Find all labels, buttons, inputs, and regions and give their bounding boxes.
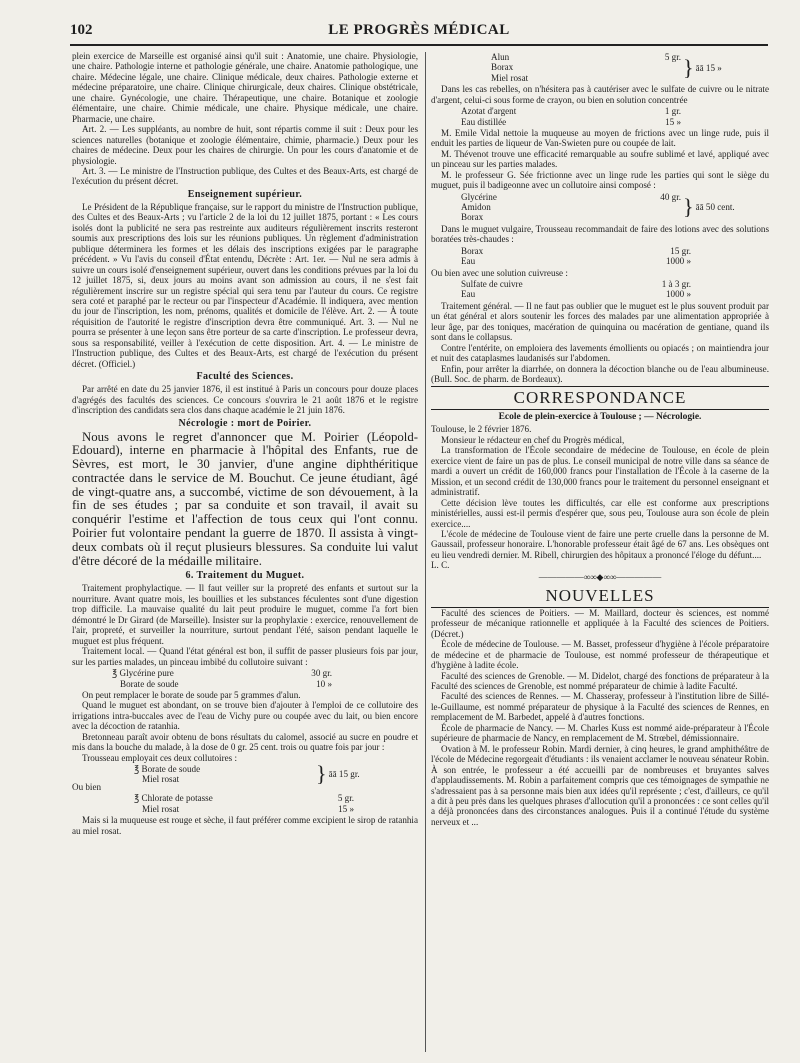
section-heading: Enseignement supérieur. bbox=[187, 188, 303, 200]
header-rule bbox=[70, 44, 768, 46]
news-item: Faculté des sciences de Rennes. — M. Chasseray, professeur à l'institution libre de Sillé-le-Guillaume, est nommé préparateur de physique à la Faculté des sciences de Rennes, en remplacement de M. Barbedet, appelé à d'autres fonctions. bbox=[431, 691, 769, 723]
recipe-line: Eau distillée 15 » bbox=[461, 116, 681, 127]
recipe-line: ℥ Glycérine pure 30 gr. bbox=[112, 668, 332, 679]
recipe bbox=[491, 52, 769, 83]
recipe-line: Borax bbox=[461, 212, 484, 223]
recipe bbox=[461, 192, 769, 223]
paragraph: plein exercice de Marseille est organisé ainsi qu'il suit : Anatomie, une chaire. Physiologie, une chaire. Pathologie interne et pathologie générale, une chaire. Anatomie pathologique, une chaire. Médecine légale, une chaire. Clinique médicale, deux chaires. Pathologie externe et médecine préparatoire, une chaire. Clinique chirurgicale, deux chaires. Clinique obstétricale, une chaire. Gynécologie, une chaire. Thérapeutique, une chaire. Botanique et zoologie élémentaire, une chaire. Chimie médicale, une chaire. Physique médicale, une chaire. Pharmacie, une chaire. bbox=[72, 51, 418, 124]
recipe-lines bbox=[461, 246, 691, 267]
paragraph: Contre l'entérite, on emploiera des lavements émollients ou opiacés ; on maintiendra jour et nuit des cataplasmes laudanisés sur l'abdomen. bbox=[431, 342, 769, 364]
recipe bbox=[112, 668, 418, 689]
recipe-lines bbox=[134, 793, 354, 814]
news-item: Faculté des sciences de Grenoble. — M. Didelot, chargé des fonctions de préparateur à la Faculté des sciences de Grenoble, est nommé préparateur de chimie à ladite Faculté. bbox=[431, 670, 769, 691]
paragraph: Art. 3. — Le ministre de l'Instruction publique, des Cultes et des Beaux-Arts, est chargé de l'exécution du présent décret. bbox=[72, 165, 418, 187]
recipe-quantity: āā 15 » bbox=[695, 62, 722, 73]
recipe-line: Miel rosat bbox=[491, 72, 529, 83]
recipe-line: Amidon bbox=[461, 202, 491, 213]
news-item: Faculté des sciences de Poitiers. — M. Maillard, docteur ès sciences, est nommé professeur de mécanique rationnelle et appliquée à la Faculté des sciences de Poitiers. (Décret.) bbox=[431, 607, 769, 639]
news-item: Ovation à M. le professeur Robin. Mardi dernier, à cinq heures, le grand amphithéâtre de l'école de Médecine regorgeait d'étudiants : ils venaient acclamer le nouveau sénateur Robin. À son entrée, le professeur a été accueilli par de nombreuses et bruyantes salves d'applaudissements. M. Robin a parfaitement compris que ces témoignages de sympathie ne s'adressaient pas à sa personne mais bien aux idées qu'il représente ; c'est, d'ailleurs, ce qu'il a dit à peu près dans les quelques phrases d'allocution qu'il a prononcées : ce sont celles qu'il a déjà prononcées dans des circonstances analogues. Puis il a continué l'étude du système nerveux et ... bbox=[431, 743, 769, 827]
news-item: École de pharmacie de Nancy. — M. Charles Kuss est nommé aide-préparateur à l'École supérieure de pharmacie de Nancy, en remplacement de M. Strœbel, démissionnaire. bbox=[431, 722, 769, 744]
recipe-line: Sulfate de cuivre 1 à 3 gr. bbox=[461, 279, 691, 290]
page-header bbox=[70, 22, 768, 42]
letter-date: Toulouse, le 2 février 1876. bbox=[431, 424, 532, 435]
section-heading: Faculté des Sciences. bbox=[196, 371, 294, 383]
right-column bbox=[431, 51, 769, 827]
paragraph: L'école de médecine de Toulouse vient de faire une perte cruelle dans la personne de M. Gaussail, professeur honoraire. L'honorable professeur était âgé de 67 ans. Les obsèques ont eu lieu vendredi dernier. M. Ribell, chirurgien des hôpitaux a prononcé l'éloge du défunt.... bbox=[431, 529, 769, 560]
paragraph: Cette décision lève toutes les difficultés, car elle est conforme aux prescriptions ministérielles, aussi est-il permis d'espérer que, sous peu, Toulouse aura son école de plein exercice.... bbox=[431, 497, 769, 529]
recipe-lines bbox=[461, 192, 681, 223]
recipe-line: Miel rosat bbox=[142, 774, 180, 785]
paragraph: Trousseau employait ces deux collutoires : bbox=[82, 752, 237, 763]
recipe-line: Eau 1000 » bbox=[461, 289, 691, 300]
recipe-line: Borax bbox=[491, 62, 514, 73]
paragraph: Art. 2. — Les suppléants, au nombre de huit, sont répartis comme il suit : Deux pour les sciences naturelles (botanique et zoologie élémentaire, chimie, pharmacie.) Deux pour les chaires de médecine. Deux pour les chaires de chirurgie. Un pour les cours d'anatomie et de physiologie. bbox=[72, 124, 418, 166]
paragraph: La transformation de l'École secondaire de médecine de Toulouse, en école de plein exercice vient de faire un pas de plus. Le conseil municipal de notre ville dans sa séance de mardi a ouvert un crédit de 160,000 francs pour l'installation de l'École à la caserne de la Mission, et un second crédit de 130,000 francs pour le traitement du personnel enseignant et administratif. bbox=[431, 445, 769, 498]
recipe-lines bbox=[461, 106, 681, 127]
recipe-lines bbox=[461, 279, 691, 300]
recipe-line: Azotat d'argent 1 gr. bbox=[461, 106, 681, 117]
paragraph: Traitement prophylactique. — Il faut veiller sur la propreté des enfants et surtout sur la nourriture. Avant quatre mois, les bouillies et les substances féculentes sont d'une digestion trop difficile. La mauvaise qualité du lait peut produire le muguet, comme l'a fort bien démontré le Dr Girard (de Marseille). Insister sur la prophylaxie : exercice, renouvellement de l'air, propreté, et surveiller la nourriture, surtout pendant l'été, saison pendant laquelle le muguet est plus fréquent. bbox=[72, 583, 418, 646]
recipe-quantity: āā 15 gr. bbox=[328, 769, 360, 780]
paragraph: M. Emile Vidal nettoie la muqueuse au moyen de frictions avec un linge rude, puis il enduit les parties de liqueur de Van-Swieten pure ou coupée de lait. bbox=[431, 127, 769, 149]
recipe-lines bbox=[134, 764, 314, 785]
paragraph: Mais si la muqueuse est rouge et sèche, il faut préférer comme excipient le sirop de ratanhia au miel rosat. bbox=[72, 815, 418, 836]
recipe bbox=[461, 106, 769, 127]
recipe-line: Eau 1000 » bbox=[461, 256, 691, 267]
brace: } bbox=[316, 761, 327, 787]
section-heading: 6. Traitement du Muguet. bbox=[185, 570, 305, 582]
obituary-paragraph: Nous avons le regret d'annoncer que M. Poirier (Léopold-Edouard), interne en pharmacie à l'hôpital des Enfants, rue de Sèvres, est mort, le 30 janvier, d'une angine diphthéritique contractée dans le service de M. Bouchut. Ce jeune étudiant, âgé de vingt-quatre ans, a succombé, victime de son dévouement, à la fin de ses études ; par sa conduite et son travail, il avait su conquérir l'estime et l'affection de tous ceux qui l'ont connu. Poirier fut volontaire pendant la guerre de 1870. Il assista à vingt-deux combats où il reçut plusieurs blessures. Sa conduite lui valut d'être décoré de la médaille militaire. bbox=[72, 429, 418, 568]
paragraph: Ou bien avec une solution cuivreuse : bbox=[431, 267, 568, 278]
recipe-line: Borax 15 gr. bbox=[461, 245, 691, 256]
paragraph: Bretonneau paraît avoir obtenu de bons résultats du calomel, associé au sucre en poudre et mis dans la bouche du malade, à la dose de 0 gr. 25 cent. trois ou quatre fois par jour : bbox=[72, 731, 418, 753]
recipe-line: Miel rosat 15 » bbox=[142, 803, 354, 814]
paragraph: Enfin, pour arrêter la diarrhée, on donnera la décoction blanche ou de l'eau albumineuse. (Bull. Soc. de pharm. de Bordeaux). bbox=[431, 363, 769, 385]
recipe-lines bbox=[491, 52, 681, 83]
letter-salutation: Monsieur le rédacteur en chef du Progrès médical, bbox=[441, 434, 625, 445]
recipe-line: Alun 5 gr. bbox=[491, 52, 681, 62]
recipe bbox=[134, 793, 418, 814]
letter-signature: L. C. bbox=[431, 560, 450, 571]
column-divider bbox=[425, 52, 426, 1052]
paragraph: M. le professeur G. Sée frictionne avec un linge rude les parties qui sont le siège du muguet, puis il badigeonne avec un collutoire ainsi composé : bbox=[431, 169, 769, 191]
news-item: École de médecine de Toulouse. — M. Basset, professeur d'hygiène à l'école préparatoire de médecine et de pharmacie de Toulouse, est nommé professeur de thérapeutique et d'hygiène à ladite école. bbox=[431, 639, 769, 671]
recipe-line: ℥ Chlorate de potasse 5 gr. bbox=[134, 793, 354, 804]
paragraph: On peut remplacer le borate de soude par 5 grammes d'alun. bbox=[82, 689, 301, 700]
paragraph: Le Président de la République française, sur le rapport du ministre de l'Instruction publique, des Cultes et des Beaux-Arts ; vu l'article 2 de la loi du 12 juillet 1875, portant : « Les cours isolés dont la publicité ne sera pas restreinte aux auditeurs régulièrement inscrits resteront soumis aux prescriptions des lois sur les réunions publiques. Un règlement d'administration publique déterminera les formes et les délais des inscriptions exigées par le paragraphe précédent. » Vu l'avis du conseil d'État entendu, Décrète : Art. 1er. — Nul ne sera admis à suivre un cours isolé d'enseignement supérieur, ouvert dans les conditions prévues par la loi du 12 juillet 1875, si, deux jours au moins avant son admission au cours, il ne s'est fait régulièrement inscrire sur un registre spécial qui sera tenu par l'auteur du cours. Ce registre sera coté et paraphé par le recteur ou par l'inspecteur d'Académie. Il indiquera, avec mention du jour de l'inscription, les nom, prénoms, qualités et domicile de l'élève. Art. 2. — À toute réquisition de l'autorité le registre d'inscription devra être communiqué. Art. 3. — Nul ne pourra se présenter à une leçon sans être porteur de sa carte d'inscription. Le professeur devra, sous sa responsabilité, veiller à l'exécution de cette disposition. Art. 4. — Le ministre de l'Instruction publique, des Cultes et des Beaux-Arts, est chargé de l'exécution du présent décret. (Officiel.) bbox=[72, 201, 418, 369]
recipe-line: Glycérine 40 gr. bbox=[461, 191, 681, 202]
brace: } bbox=[683, 54, 694, 80]
paragraph: Par arrêté en date du 25 janvier 1876, il est institué à Paris un concours pour douze places d'agrégés des facultés des sciences. Ce concours s'ouvrira le 21 août 1876 et le registre d'inscription des candidats sera clos dans chaque académie le 21 juin 1876. bbox=[72, 384, 418, 416]
recipe-lines bbox=[112, 668, 332, 689]
journal-title: LE PROGRÈS MÉDICAL bbox=[328, 22, 510, 38]
recipe-quantity: āā 50 cent. bbox=[695, 202, 735, 213]
paragraph: M. Thévenot trouve une efficacité remarquable au soufre sublimé et lavé, appliqué avec un pinceau sur les parties malades. bbox=[431, 148, 769, 170]
paragraph: Ou bien bbox=[72, 781, 102, 792]
recipe bbox=[461, 246, 769, 267]
recipe-line: Borate de soude 10 » bbox=[120, 678, 332, 689]
recipe bbox=[461, 279, 769, 300]
brace: } bbox=[683, 194, 694, 220]
correspondence-banner: CORRESPONDANCE bbox=[431, 386, 769, 410]
paragraph: Quand le muguet est abondant, on se trouve bien d'ajouter à l'emploi de ce collutoire des irrigations intra-buccales avec de l'eau de Vichy pure ou coupée avec du lait, ou bien encore avec la décoction de ratanhia. bbox=[72, 700, 418, 732]
section-heading: Nécrologie : mort de Poirier. bbox=[178, 417, 312, 429]
left-column bbox=[72, 51, 418, 836]
paragraph: Traitement général. — Il ne faut pas oublier que le muguet est le plus souvent produit par un état général et alors soutenir les forces des malades par une alimentation appropriée à leur âge, par des toniques, macération de quinquina ou macération de gentiane, quand ils sont dans le collapsus. bbox=[431, 300, 769, 343]
ornament-divider: —————∞∞◆∞∞————— bbox=[538, 571, 662, 582]
news-banner: NOUVELLES bbox=[431, 585, 769, 608]
page-number: 102 bbox=[70, 22, 93, 38]
paragraph: Dans le muguet vulgaire, Trousseau recommandait de faire des lotions avec des solutions boratées très-chaudes : bbox=[431, 223, 769, 245]
recipe-line: ℥ Borate de soude bbox=[134, 764, 201, 775]
paragraph: Traitement local. — Quand l'état général est bon, il suffit de passer plusieurs fois par jour, sur les parties malades, un pinceau imbibé du collutoire suivant : bbox=[72, 646, 418, 667]
paragraph: Dans les cas rebelles, on n'hésitera pas à cautériser avec le sulfate de cuivre ou le nitrate d'argent, celui-ci sous forme de crayon, ou bien en solution concentrée bbox=[431, 84, 769, 105]
section-subheading: Ecole de plein-exercice à Toulouse ; — Nécrologie. bbox=[498, 412, 702, 423]
